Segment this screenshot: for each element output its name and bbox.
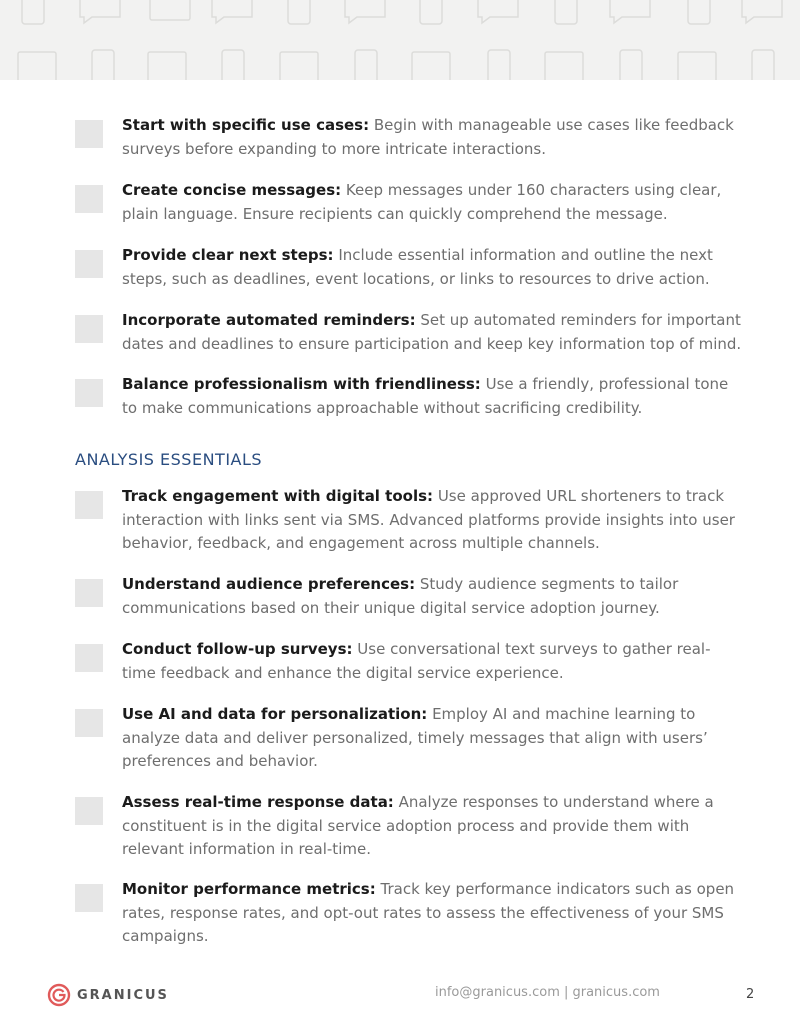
item-title: Create concise messages: xyxy=(122,181,342,199)
checkbox-icon[interactable] xyxy=(75,185,103,213)
item-text xyxy=(122,309,742,356)
item-title: Provide clear next steps: xyxy=(122,246,334,264)
header-pattern-banner xyxy=(0,0,800,80)
item-title: Conduct follow-up surveys: xyxy=(122,640,353,658)
checkbox-icon[interactable] xyxy=(75,644,103,672)
item-text xyxy=(122,114,742,161)
item-title: Incorporate automated reminders: xyxy=(122,311,416,329)
checkbox-icon[interactable] xyxy=(75,250,103,278)
item-text xyxy=(122,638,742,685)
granicus-logo-icon xyxy=(47,983,71,1007)
item-body: Include essential information and outline the next steps, such as deadlines, event locations, or links to resources to drive action. xyxy=(122,246,713,288)
item-body: Begin with manageable use cases like feedback surveys before expanding to more intricate interactions. xyxy=(122,116,734,158)
item-body: Use a friendly, professional tone to make communications approachable without sacrificing credibility. xyxy=(122,375,729,417)
item-body: Keep messages under 160 characters using clear, plain language. Ensure recipients can quickly comprehend the message. xyxy=(122,181,722,223)
item-body: Use approved URL shorteners to track interaction with links sent via SMS. Advanced platforms provide insights into user behavior, feedback, and engagement across multiple channels. xyxy=(122,487,735,552)
item-body: Employ AI and machine learning to analyze data and deliver personalized, timely messages that align with users’ preferences and behavior. xyxy=(122,705,708,770)
item-body: Analyze responses to understand where a constituent is in the digital service adoption process and provide them with relevant information in real-time. xyxy=(122,793,714,858)
item-text xyxy=(122,244,742,291)
item-text xyxy=(122,878,742,949)
item-body: Track key performance indicators such as open rates, response rates, and opt-out rates to assess the effectiveness of your SMS campaigns. xyxy=(122,880,735,945)
checkbox-icon[interactable] xyxy=(75,884,103,912)
item-title: Understand audience preferences: xyxy=(122,575,416,593)
item-text xyxy=(122,703,742,774)
checkbox-icon[interactable] xyxy=(75,315,103,343)
item-title: Balance professionalism with friendliness: xyxy=(122,375,481,393)
item-text xyxy=(122,179,742,226)
checkbox-icon[interactable] xyxy=(75,379,103,407)
item-body: Set up automated reminders for important dates and deadlines to ensure participation and keep key information top of mind. xyxy=(122,311,742,353)
section-heading: ANALYSIS ESSENTIALS xyxy=(75,450,263,469)
page-number: 2 xyxy=(746,987,755,1002)
granicus-logo[interactable] xyxy=(47,983,169,1007)
item-text xyxy=(122,573,742,620)
item-body: Study audience segments to tailor communications based on their unique digital service adoption journey. xyxy=(122,575,679,617)
checkbox-icon[interactable] xyxy=(75,491,103,519)
checkbox-icon[interactable] xyxy=(75,579,103,607)
checkbox-icon[interactable] xyxy=(75,120,103,148)
item-text xyxy=(122,485,742,556)
item-title: Track engagement with digital tools: xyxy=(122,487,434,505)
item-title: Start with specific use cases: xyxy=(122,116,370,134)
checkbox-icon[interactable] xyxy=(75,797,103,825)
item-body: Use conversational text surveys to gather real-time feedback and enhance the digital service experience. xyxy=(122,640,711,682)
checkbox-icon[interactable] xyxy=(75,709,103,737)
item-title: Monitor performance metrics: xyxy=(122,880,376,898)
item-text xyxy=(122,373,742,420)
item-text xyxy=(122,791,742,862)
brand-name: GRANICUS xyxy=(77,987,169,1003)
item-title: Assess real-time response data: xyxy=(122,793,394,811)
footer-contact-links[interactable]: info@granicus.com | granicus.com xyxy=(435,985,660,1000)
item-title: Use AI and data for personalization: xyxy=(122,705,428,723)
message-pattern-icon xyxy=(0,0,800,80)
